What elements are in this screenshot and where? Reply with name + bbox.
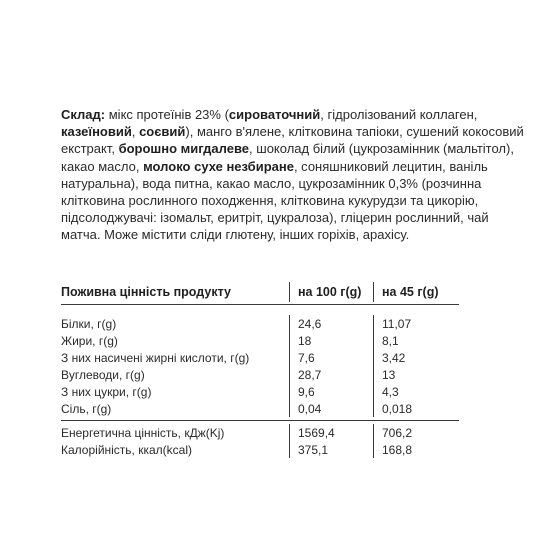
nutrient-name: Сіль, г(g) (61, 401, 112, 416)
header-per-100g: на 100 г(g) (289, 282, 373, 302)
energy-divider (61, 420, 459, 421)
value-per-45g: 4,3 (373, 383, 459, 400)
ingredients-bold-allergen: молоко сухе незбиране (143, 158, 294, 174)
nutrient-row (61, 315, 459, 332)
ingredients-segment: , шоколад білий (цукрозамінник (мальтітол), какао масло, (61, 141, 514, 174)
nutrient-name: З них насичені жирні кислоти, г(g) (61, 350, 250, 365)
value-per-100g: 24,6 (289, 315, 373, 332)
header-nutrient: Поживна цінність продукту (61, 285, 231, 299)
ingredients-bold-allergen: казеїновий (61, 124, 132, 140)
nutrient-name: Вуглеводи, г(g) (61, 367, 145, 382)
value-per-100g: 7,6 (289, 349, 373, 366)
value-per-45g: 11,07 (373, 315, 459, 332)
header-per-45g: на 45 г(g) (373, 282, 459, 302)
value-per-100g: 28,7 (289, 366, 373, 383)
nutrient-name: Білки, г(g) (61, 316, 117, 331)
ingredients-segment: ), манго в'ялене, клітковина тапіоки, сушений кокосовий екстракт, (61, 124, 524, 157)
nutrient-row (61, 349, 459, 366)
energy-row (61, 424, 459, 441)
value-per-100g: 18 (289, 332, 373, 349)
value-per-45g: 0,018 (373, 400, 459, 417)
ingredients-text (61, 106, 531, 244)
ingredients-label: Склад: (61, 107, 106, 122)
ingredients-segment: , (131, 124, 140, 140)
nutrient-row (61, 383, 459, 400)
ingredients-bold-allergen: сироваточний (228, 107, 321, 122)
ingredients-segment: , соняшниковий лецитин, ваніль натуральна), вода питна, какао масло, цукрозамінник 0,3% (розчинна клітковина рослинного походження, клітковина кукурудзи та цикорію, підсолоджувачі: ізомальт, еритріт, цукралоза), гліцерин рослинний, чай матча. Може містити сліди глютену, інших горіхів, арахісу. (61, 158, 489, 243)
nutrition-header-row (61, 282, 459, 302)
ingredients-segment: мікс протеїнів 23% ( (105, 107, 229, 122)
nutrient-rows (61, 315, 459, 417)
value-per-100g: 375,1 (289, 441, 373, 458)
value-per-45g: 3,42 (373, 349, 459, 366)
value-per-45g: 13 (373, 366, 459, 383)
energy-rows (61, 424, 459, 458)
value-per-45g: 168,8 (373, 441, 459, 458)
ingredients-bold-allergen: соєвий (139, 124, 186, 140)
ingredients-segment: , гідролізований коллаген, (320, 107, 478, 122)
value-per-100g: 9,6 (289, 383, 373, 400)
nutrient-row (61, 366, 459, 383)
nutrient-row (61, 400, 459, 417)
ingredients-bold-allergen: борошно мигдалеве (118, 141, 250, 157)
nutrition-table (61, 282, 459, 458)
nutrient-name: З них цукри, г(g) (61, 384, 152, 399)
value-per-45g: 706,2 (373, 424, 459, 441)
header-divider (61, 304, 459, 305)
nutrient-row (61, 332, 459, 349)
nutrient-name: Калорійність, ккал(kcal) (61, 442, 192, 457)
nutrient-name: Жири, г(g) (61, 333, 118, 348)
nutrient-name: Енергетична цінність, кДж(Kj) (61, 425, 225, 440)
value-per-45g: 8,1 (373, 332, 459, 349)
energy-row (61, 441, 459, 458)
value-per-100g: 0,04 (289, 400, 373, 417)
value-per-100g: 1569,4 (289, 424, 373, 441)
